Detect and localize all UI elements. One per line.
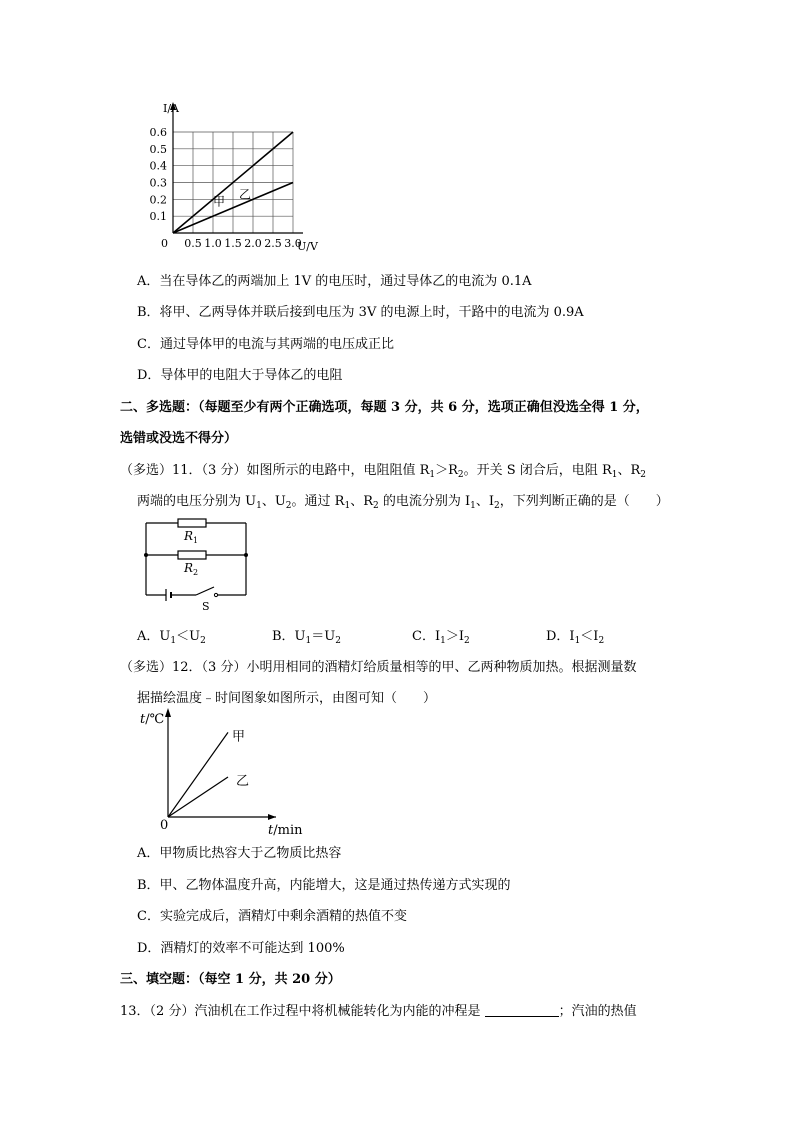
series-lines (168, 732, 228, 817)
resistor-r2 (178, 551, 206, 559)
series-line-1 (168, 777, 228, 817)
junction-right (244, 553, 248, 557)
q13-answer-blank[interactable] (485, 1004, 559, 1017)
svg-text:1: 1 (193, 536, 199, 545)
q10-option-c[interactable]: C．通过导体甲的电流与其两端的电压成正比 (137, 337, 394, 352)
x-tick-label-3: 2.0 (244, 237, 262, 250)
y-axis-label: t/℃ (140, 712, 165, 727)
section2-header-line1: 二、多选题：（每题至少有两个正确选项，每题 3 分，共 6 分，选项正确但没选全得 1 分， (120, 400, 649, 415)
x-axis-arrow (268, 814, 276, 820)
q11-option-b[interactable]: B．$U_1=U_2$ (272, 629, 341, 646)
iu-graph (135, 100, 345, 255)
x-tick-label-1: 1.0 (204, 237, 222, 250)
q11-option-c[interactable]: C．$I_1>I_2$ (412, 629, 470, 646)
junction-left (144, 553, 148, 557)
q10-option-a[interactable]: A．当在导体乙的两端加上 1V 的电压时，通过导体乙的电流为 0.1A (137, 274, 532, 289)
resistor-r1 (178, 519, 206, 527)
y-tick-label-4: 0.5 (149, 142, 167, 156)
series-label-0: 甲 (213, 194, 226, 209)
q12-stem-line1: （多选）12．（3 分）小明用相同的酒精灯给质量相等的甲、乙两种物质加热。根据测量数 (120, 660, 637, 675)
y-tick-label-2: 0.3 (149, 176, 167, 190)
q12-option-c[interactable]: C．实验完成后，酒精灯中剩余酒精的热值不变 (137, 909, 407, 924)
q12-option-b[interactable]: B．甲、乙物体温度升高，内能增大，这是通过热传递方式实现的 (137, 878, 511, 893)
y-tick-label-5: 0.6 (149, 126, 167, 139)
origin-label: 0 (161, 237, 168, 250)
circuit-diagram (138, 515, 256, 613)
axes (165, 708, 276, 820)
y-tick-label-3: 0.4 (149, 159, 167, 173)
series-line-0 (168, 732, 228, 817)
axes (170, 102, 303, 233)
q11-stem-line2: 两端的电压分别为 $U_1$、$U_2$。通过 $R_1$、$R_2$ 的电流分别为 $I_1$、$I_2$，下列判断正确的是（ ） (137, 494, 669, 511)
y-tick-label-0: 0.1 (149, 210, 167, 224)
y-axis-label: I/A (163, 102, 179, 115)
q12-option-a[interactable]: A．甲物质比热容大于乙物质比热容 (137, 846, 342, 861)
q11-stem-line1: （多选）11．（3 分）如图所示的电路中，电阻阻值 $R_1>R_2$。开关 S 闭合后，电阻 $R_1$、$R_2$ (120, 463, 646, 480)
x-tick-label-2: 1.5 (224, 237, 242, 250)
axis-labels (140, 712, 303, 838)
x-tick-label-4: 2.5 (264, 237, 282, 250)
svg-text:2: 2 (193, 568, 199, 577)
q12-stem-line2: 据描绘温度﹣时间图象如图所示，由图可知（ ） (137, 691, 437, 706)
series-label-1: 乙 (239, 187, 252, 202)
q11-option-d[interactable]: D．$I_1<I_2$ (546, 629, 605, 646)
q13-stem: 13．（2 分）汽油机在工作过程中将机械能转化为内能的冲程是 ；汽油的热值 (120, 1004, 637, 1019)
section3-header: 三、填空题：（每空 1 分，共 20 分） (120, 972, 341, 987)
label-r1: R (184, 529, 194, 543)
series-label-1: 乙 (236, 774, 250, 790)
x-tick-label-5: 3.0 (284, 237, 302, 250)
q10-option-b[interactable]: B．将甲、乙两导体并联后接到电压为 3V 的电源上时，干路中的电流为 0.9A (137, 305, 584, 320)
series-label-0: 甲 (232, 729, 246, 745)
x-axis-label: t/min (268, 823, 303, 838)
q10-option-d[interactable]: D．导体甲的电阻大于导体乙的电阻 (137, 368, 343, 383)
y-axis-arrow (165, 708, 171, 717)
temperature-time-graph (128, 705, 313, 840)
q11-option-a[interactable]: A．$U_1<U_2$ (137, 629, 206, 646)
label-s: S (202, 600, 210, 613)
origin-label: 0 (160, 818, 169, 833)
y-tick-label-1: 0.2 (149, 193, 167, 207)
q12-option-d[interactable]: D．酒精灯的效率不可能达到 100% (137, 941, 345, 956)
label-r2: R (184, 561, 194, 575)
switch-blade (196, 587, 214, 595)
x-tick-label-0: 0.5 (184, 237, 202, 250)
section2-header-line2: 选错或没选不得分） (120, 431, 238, 446)
x-axis-label: U/V (297, 240, 318, 253)
